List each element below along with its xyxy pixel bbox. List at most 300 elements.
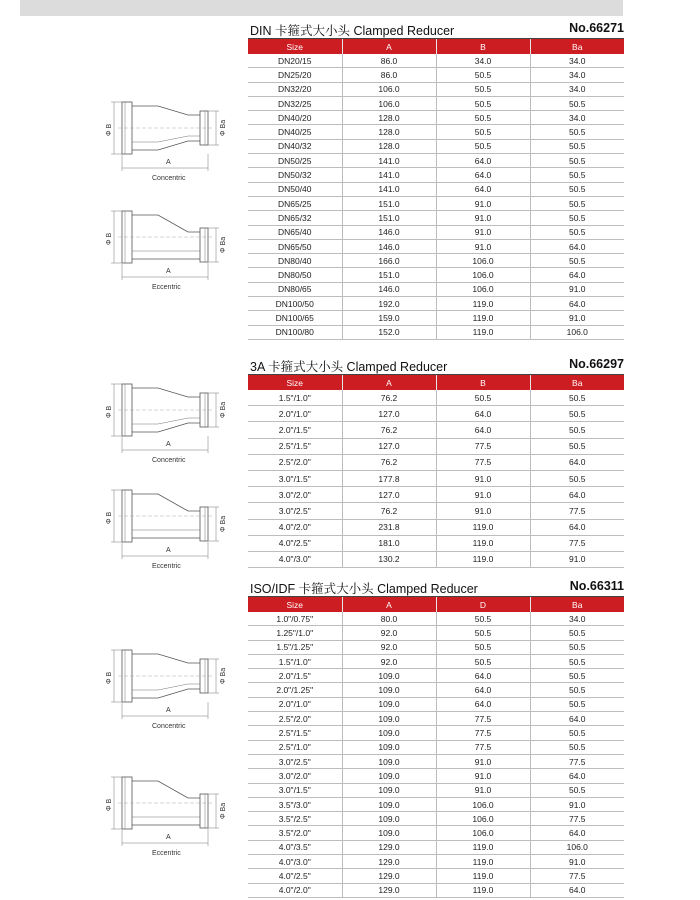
value-cell: 109.0 [342,697,436,711]
value-cell: 109.0 [342,712,436,726]
value-cell: 181.0 [342,535,436,551]
table-row [248,311,624,325]
dimension-label-b: Φ B [106,232,113,245]
value-cell: 129.0 [342,855,436,869]
reducer-outline [100,763,230,863]
value-cell: 77.5 [436,454,530,470]
size-cell: DN80/40 [248,254,342,268]
value-cell: 50.5 [436,626,530,640]
table-header-row [248,597,624,612]
size-cell: DN100/80 [248,325,342,339]
section-header [248,20,624,39]
value-cell: 50.5 [530,196,624,210]
table-row [248,438,624,454]
spec-table [248,39,624,340]
value-cell: 64.0 [436,422,530,438]
value-cell: 109.0 [342,769,436,783]
value-cell: 34.0 [530,111,624,125]
top-bar [20,0,623,16]
size-cell: 2.5"/2.0" [248,712,342,726]
dimension-label-ba: Φ Ba [220,667,227,684]
size-cell: 2.5"/2.0" [248,454,342,470]
dimension-label-a: A [166,707,171,714]
table-row [248,697,624,711]
drawing-caption: Concentric [152,175,186,182]
size-cell: DN32/20 [248,82,342,96]
value-cell: 50.5 [436,111,530,125]
table-row [248,454,624,470]
table-row [248,268,624,282]
size-cell: 3.0"/2.0" [248,769,342,783]
product-number: No.66297 [569,357,624,371]
size-cell: DN50/32 [248,168,342,182]
value-cell: 130.2 [342,551,436,567]
size-cell: DN50/40 [248,182,342,196]
column-header: D [436,597,530,612]
section-title: 3A 卡箍式大小头 Clamped Reducer [250,360,448,374]
table-row [248,254,624,268]
value-cell: 77.5 [530,535,624,551]
value-cell: 151.0 [342,211,436,225]
value-cell: 64.0 [530,519,624,535]
table-row [248,535,624,551]
value-cell: 50.5 [530,96,624,110]
value-cell: 50.5 [530,697,624,711]
value-cell: 91.0 [436,225,530,239]
size-cell: 1.5"/1.25" [248,640,342,654]
size-cell: 2.0"/1.5" [248,422,342,438]
table-row [248,683,624,697]
value-cell: 91.0 [436,470,530,486]
value-cell: 119.0 [436,535,530,551]
value-cell: 50.5 [436,612,530,626]
value-cell: 76.2 [342,454,436,470]
dimension-label-ba: Φ Ba [220,236,227,253]
value-cell: 119.0 [436,297,530,311]
value-cell: 34.0 [530,612,624,626]
value-cell: 50.5 [530,182,624,196]
dimension-label-b: Φ B [106,123,113,136]
value-cell: 64.0 [530,454,624,470]
value-cell: 50.5 [530,422,624,438]
value-cell: 50.5 [530,168,624,182]
value-cell: 34.0 [530,82,624,96]
size-cell: 4.0"/3.5" [248,840,342,854]
value-cell: 76.2 [342,503,436,519]
value-cell: 64.0 [436,669,530,683]
value-cell: 76.2 [342,390,436,406]
value-cell: 91.0 [436,754,530,768]
value-cell: 50.5 [530,783,624,797]
section-title: DIN 卡箍式大小头 Clamped Reducer [250,24,455,38]
value-cell: 109.0 [342,683,436,697]
column-header: Ba [530,375,624,390]
table-row [248,111,624,125]
value-cell: 86.0 [342,68,436,82]
value-cell: 129.0 [342,869,436,883]
table-row [248,68,624,82]
value-cell: 50.5 [530,640,624,654]
table-row [248,812,624,826]
value-cell: 106.0 [436,268,530,282]
value-cell: 50.5 [530,470,624,486]
value-cell: 50.5 [530,125,624,139]
size-cell: 1.5"/1.0" [248,390,342,406]
dimension-label-ba: Φ Ba [220,515,227,532]
value-cell: 127.0 [342,438,436,454]
size-cell: 2.0"/1.0" [248,406,342,422]
table-row [248,551,624,567]
value-cell: 146.0 [342,282,436,296]
value-cell: 91.0 [530,797,624,811]
reducer-drawing [100,370,230,475]
size-cell: DN80/65 [248,282,342,296]
3a-section [248,356,624,568]
size-cell: 4.0"/2.5" [248,869,342,883]
value-cell: 109.0 [342,783,436,797]
value-cell: 64.0 [530,769,624,783]
table-row [248,470,624,486]
column-header: A [342,375,436,390]
size-cell: 3.5"/3.0" [248,797,342,811]
size-cell: 3.5"/2.5" [248,812,342,826]
value-cell: 91.0 [436,196,530,210]
value-cell: 50.5 [530,683,624,697]
value-cell: 128.0 [342,125,436,139]
value-cell: 91.0 [530,282,624,296]
value-cell: 50.5 [530,225,624,239]
table-row [248,726,624,740]
drawing-caption: Eccentric [152,850,181,857]
drawing-caption: Concentric [152,723,186,730]
value-cell: 109.0 [342,754,436,768]
value-cell: 50.5 [530,669,624,683]
value-cell: 119.0 [436,869,530,883]
value-cell: 50.5 [530,139,624,153]
table-row [248,826,624,840]
dimension-label-b: Φ B [106,798,113,811]
section-title: ISO/IDF 卡箍式大小头 Clamped Reducer [250,582,478,596]
reducer-outline [100,197,230,297]
column-header: Ba [530,597,624,612]
reducer-drawing [100,88,230,193]
value-cell: 146.0 [342,239,436,253]
table-row [248,783,624,797]
size-cell: DN40/25 [248,125,342,139]
reducer-drawing [100,197,230,302]
table-row [248,654,624,668]
value-cell: 50.5 [436,654,530,668]
size-cell: 3.5"/2.0" [248,826,342,840]
value-cell: 64.0 [436,406,530,422]
section-header [248,356,624,375]
size-cell: DN100/50 [248,297,342,311]
value-cell: 64.0 [436,683,530,697]
value-cell: 92.0 [342,640,436,654]
value-cell: 77.5 [436,712,530,726]
value-cell: 77.5 [530,754,624,768]
product-number: No.66311 [569,579,624,593]
reducer-outline [100,636,230,736]
table-row [248,325,624,339]
value-cell: 92.0 [342,654,436,668]
column-header: Size [248,39,342,54]
size-cell: DN65/25 [248,196,342,210]
value-cell: 127.0 [342,487,436,503]
value-cell: 34.0 [530,68,624,82]
value-cell: 77.5 [530,503,624,519]
table-row [248,154,624,168]
value-cell: 50.5 [530,626,624,640]
size-cell: 2.0"/1.25" [248,683,342,697]
size-cell: DN65/32 [248,211,342,225]
value-cell: 119.0 [436,325,530,339]
value-cell: 64.0 [436,154,530,168]
dimension-label-b: Φ B [106,405,113,418]
spec-table [248,597,624,898]
table-row [248,168,624,182]
table-row [248,211,624,225]
value-cell: 106.0 [436,797,530,811]
value-cell: 91.0 [436,783,530,797]
dimension-label-b: Φ B [106,511,113,524]
table-row [248,182,624,196]
value-cell: 127.0 [342,406,436,422]
column-header: Size [248,597,342,612]
dimension-label-ba: Φ Ba [220,401,227,418]
value-cell: 109.0 [342,726,436,740]
table-row [248,869,624,883]
value-cell: 128.0 [342,111,436,125]
value-cell: 177.8 [342,470,436,486]
dimension-label-a: A [166,441,171,448]
size-cell: 3.0"/1.5" [248,783,342,797]
value-cell: 141.0 [342,154,436,168]
size-cell: 2.0"/1.0" [248,697,342,711]
size-cell: 2.5"/1.0" [248,740,342,754]
drawing-caption: Eccentric [152,563,181,570]
table-row [248,503,624,519]
table-header-row [248,39,624,54]
size-cell: 3.0"/2.0" [248,487,342,503]
value-cell: 109.0 [342,812,436,826]
value-cell: 50.5 [436,640,530,654]
size-cell: 3.0"/2.5" [248,754,342,768]
value-cell: 119.0 [436,519,530,535]
value-cell: 80.0 [342,612,436,626]
size-cell: 1.0"/0.75" [248,612,342,626]
din-section [248,20,624,340]
value-cell: 50.5 [436,68,530,82]
value-cell: 152.0 [342,325,436,339]
value-cell: 91.0 [436,239,530,253]
value-cell: 231.8 [342,519,436,535]
value-cell: 77.5 [436,726,530,740]
value-cell: 106.0 [530,840,624,854]
table-row [248,626,624,640]
value-cell: 64.0 [530,883,624,897]
value-cell: 129.0 [342,883,436,897]
size-cell: 4.0"/3.0" [248,551,342,567]
dimension-label-a: A [166,547,171,554]
column-header: Size [248,375,342,390]
size-cell: DN25/20 [248,68,342,82]
value-cell: 34.0 [436,54,530,68]
table-row [248,612,624,626]
size-cell: 3.0"/2.5" [248,503,342,519]
value-cell: 109.0 [342,669,436,683]
size-cell: DN50/25 [248,154,342,168]
value-cell: 91.0 [436,211,530,225]
table-row [248,297,624,311]
column-header: A [342,39,436,54]
value-cell: 119.0 [436,855,530,869]
value-cell: 64.0 [530,712,624,726]
value-cell: 64.0 [530,239,624,253]
table-row [248,855,624,869]
size-cell: 1.25"/1.0" [248,626,342,640]
table-row [248,139,624,153]
value-cell: 50.5 [530,154,624,168]
table-row [248,225,624,239]
dimension-label-a: A [166,834,171,841]
value-cell: 50.5 [436,96,530,110]
column-header: B [436,39,530,54]
value-cell: 50.5 [530,406,624,422]
size-cell: 2.0"/1.5" [248,669,342,683]
table-row [248,96,624,110]
column-header: A [342,597,436,612]
value-cell: 50.5 [436,139,530,153]
table-row [248,754,624,768]
value-cell: 91.0 [530,311,624,325]
table-row [248,519,624,535]
value-cell: 50.5 [530,211,624,225]
table-row [248,54,624,68]
value-cell: 50.5 [436,82,530,96]
value-cell: 64.0 [530,297,624,311]
value-cell: 106.0 [436,826,530,840]
value-cell: 64.0 [530,826,624,840]
table-row [248,487,624,503]
size-cell: 1.5"/1.0" [248,654,342,668]
value-cell: 50.5 [436,125,530,139]
value-cell: 192.0 [342,297,436,311]
value-cell: 91.0 [436,769,530,783]
value-cell: 106.0 [342,96,436,110]
value-cell: 50.5 [530,726,624,740]
value-cell: 77.5 [436,438,530,454]
reducer-drawing [100,476,230,581]
value-cell: 151.0 [342,268,436,282]
section-header [248,578,624,597]
table-row [248,883,624,897]
value-cell: 64.0 [436,168,530,182]
dimension-label-a: A [166,268,171,275]
value-cell: 106.0 [436,254,530,268]
size-cell: DN65/40 [248,225,342,239]
size-cell: DN65/50 [248,239,342,253]
reducer-drawing [100,636,230,741]
value-cell: 119.0 [436,551,530,567]
value-cell: 119.0 [436,883,530,897]
value-cell: 77.5 [436,740,530,754]
size-cell: 3.0"/1.5" [248,470,342,486]
value-cell: 91.0 [530,551,624,567]
size-cell: 2.5"/1.5" [248,438,342,454]
table-row [248,840,624,854]
reducer-outline [100,370,230,470]
size-cell: DN32/25 [248,96,342,110]
size-cell: DN20/15 [248,54,342,68]
dimension-label-ba: Φ Ba [220,802,227,819]
value-cell: 146.0 [342,225,436,239]
value-cell: 50.5 [436,390,530,406]
table-row [248,769,624,783]
reducer-outline [100,88,230,188]
value-cell: 141.0 [342,168,436,182]
table-header-row [248,375,624,390]
size-cell: DN40/32 [248,139,342,153]
table-row [248,422,624,438]
value-cell: 119.0 [436,311,530,325]
value-cell: 91.0 [436,503,530,519]
value-cell: 109.0 [342,740,436,754]
table-row [248,196,624,210]
value-cell: 50.5 [530,654,624,668]
value-cell: 76.2 [342,422,436,438]
size-cell: 2.5"/1.5" [248,726,342,740]
table-row [248,640,624,654]
value-cell: 92.0 [342,626,436,640]
value-cell: 91.0 [436,487,530,503]
table-row [248,125,624,139]
value-cell: 119.0 [436,840,530,854]
table-row [248,390,624,406]
table-row [248,797,624,811]
dimension-label-ba: Φ Ba [220,119,227,136]
value-cell: 64.0 [436,182,530,196]
value-cell: 109.0 [342,797,436,811]
product-number: No.66271 [569,21,624,35]
value-cell: 86.0 [342,54,436,68]
spec-table [248,375,624,568]
dimension-label-b: Φ B [106,671,113,684]
value-cell: 129.0 [342,840,436,854]
table-row [248,82,624,96]
column-header: B [436,375,530,390]
value-cell: 106.0 [530,325,624,339]
value-cell: 64.0 [436,697,530,711]
iso-idf-section [248,578,624,898]
value-cell: 50.5 [530,254,624,268]
value-cell: 64.0 [530,268,624,282]
size-cell: 4.0"/2.5" [248,535,342,551]
column-header: Ba [530,39,624,54]
value-cell: 106.0 [342,82,436,96]
table-row [248,406,624,422]
value-cell: 77.5 [530,812,624,826]
drawing-caption: Concentric [152,457,186,464]
value-cell: 159.0 [342,311,436,325]
value-cell: 141.0 [342,182,436,196]
value-cell: 64.0 [530,487,624,503]
reducer-outline [100,476,230,576]
table-row [248,712,624,726]
size-cell: DN40/20 [248,111,342,125]
value-cell: 77.5 [530,869,624,883]
value-cell: 91.0 [530,855,624,869]
